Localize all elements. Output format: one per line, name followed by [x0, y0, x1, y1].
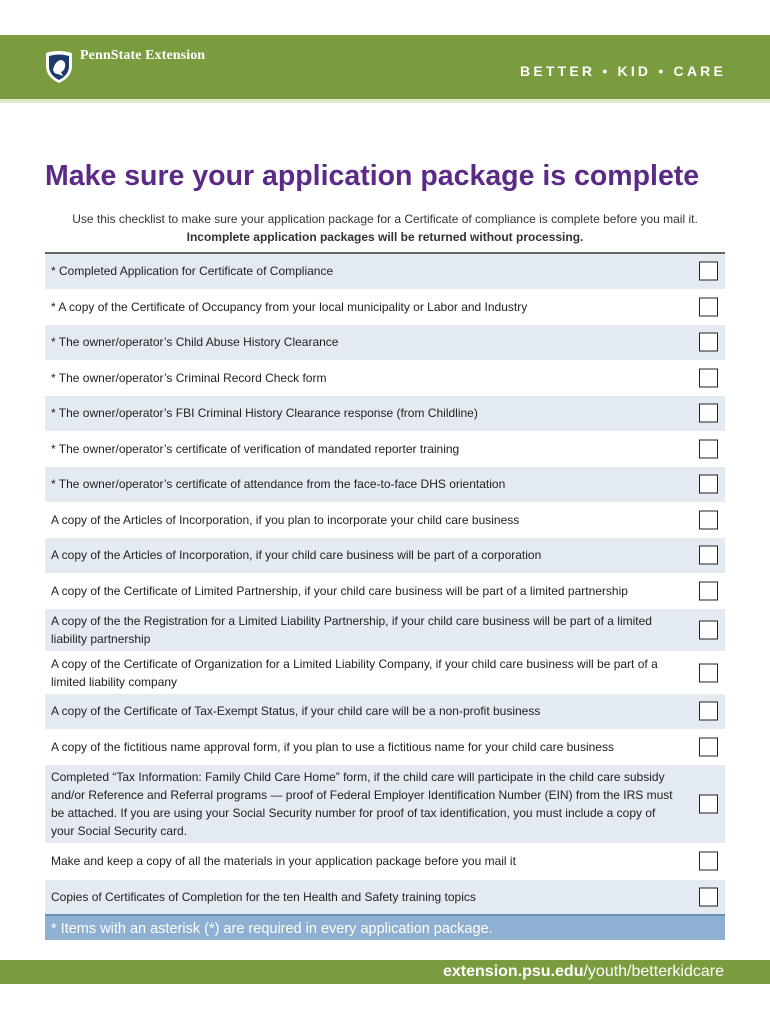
checklist-item-label: * Completed Application for Certificate of Compliance [51, 264, 334, 279]
checklist-item-label: A copy of the fictitious name approval form, if you plan to use a fictitious name for your child care business [51, 739, 614, 754]
logo-text: PennState Extension [80, 48, 206, 63]
nittany-lion-shield-icon [44, 50, 74, 84]
checklist-item-label: * The owner/operator’s Child Abuse History Clearance [51, 335, 339, 350]
checklist-item-label: Copies of Certificates of Completion for the ten Health and Safety training topics [51, 889, 476, 904]
checkbox[interactable] [699, 439, 718, 458]
checklist-item-label: Completed “Tax Information: Family Child Care Home” form, if the child care will participate in the child care subsidy and/or Reference and Referral programs — proof of Federal Employer Identification Number (EIN) from the IRS must be attached. If you are using your Social Security number for proof of tax identification, you must include a copy of your Social Security card. [51, 770, 673, 838]
checklist-row [45, 730, 725, 765]
checkbox[interactable] [699, 475, 718, 494]
checklist-item-label: * The owner/operator’s certificate of attendance from the face-to-face DHS orientation [51, 477, 506, 492]
checkbox[interactable] [699, 663, 718, 682]
checklist-item-label: A copy of the Certificate of Limited Partnership, if your child care business will be part of a limited partnership [51, 583, 628, 598]
footer-url-path: /youth/betterkidcare [583, 963, 724, 980]
required-items-note: * Items with an asterisk (*) are required in every application package. [45, 914, 725, 940]
checklist-item-label: A copy of the Articles of Incorporation, if you plan to incorporate your child care business [51, 512, 520, 527]
intro-warning: Incomplete application packages will be returned without processing. [186, 230, 584, 244]
checkbox[interactable] [699, 368, 718, 387]
checklist-item-label: A copy of the the Registration for a Limited Liability Partnership, if your child care business will be part of a limited liability partnership [51, 614, 652, 646]
checklist-row [45, 254, 725, 289]
checklist-row [45, 467, 725, 502]
checklist-row [45, 652, 725, 693]
checklist-row [45, 574, 725, 609]
checklist-row [45, 844, 725, 879]
checklist-row [45, 361, 725, 396]
checklist-row [45, 325, 725, 360]
checklist-item-label: Make and keep a copy of all the materials in your application package before you mail it [51, 854, 516, 869]
checkbox[interactable] [699, 510, 718, 529]
checkbox[interactable] [699, 737, 718, 756]
checkbox[interactable] [699, 702, 718, 721]
checklist-row [45, 609, 725, 651]
checklist-row [45, 432, 725, 467]
intro-text [45, 210, 725, 246]
checklist-row [45, 694, 725, 729]
checkbox[interactable] [699, 852, 718, 871]
checklist-item-label: * The owner/operator’s certificate of verification of mandated reporter training [51, 441, 460, 456]
checkbox[interactable] [699, 297, 718, 316]
checkbox[interactable] [699, 404, 718, 423]
checkbox[interactable] [699, 795, 718, 814]
checklist-item-label: * The owner/operator’s Criminal Record Check form [51, 370, 327, 385]
checklist-item-label: A copy of the Certificate of Organization for a Limited Liability Company, if your child care business will be part of a limited liability company [51, 656, 658, 689]
checklist-row [45, 538, 725, 573]
checklist-item-label: A copy of the Articles of Incorporation, if your child care business will be part of a corporation [51, 548, 542, 563]
checklist-item-label: * A copy of the Certificate of Occupancy from your local municipality or Labor and Industry [51, 299, 528, 314]
checkbox[interactable] [699, 887, 718, 906]
checklist-item-label: A copy of the Certificate of Tax-Exempt Status, if your child care will be a non-profit business [51, 704, 541, 719]
checklist-row [45, 396, 725, 431]
checklist-row [45, 765, 725, 843]
checkbox[interactable] [699, 546, 718, 565]
checkbox[interactable] [699, 333, 718, 352]
checkbox[interactable] [699, 581, 718, 600]
checklist-item-label: * The owner/operator’s FBI Criminal History Clearance response (from Childline) [51, 406, 478, 421]
intro-line: Use this checklist to make sure your application package for a Certificate of compliance is complete before you mail it. [72, 212, 698, 226]
header-stripe [0, 99, 770, 103]
checkbox[interactable] [699, 262, 718, 281]
pennstate-logo[interactable] [44, 50, 205, 84]
checkbox[interactable] [699, 621, 718, 640]
checklist [45, 254, 725, 915]
checklist-row [45, 290, 725, 325]
footer-url-link[interactable] [443, 962, 724, 982]
checklist-row [45, 503, 725, 538]
checklist-row [45, 880, 725, 915]
footer-url-domain: extension.psu.edu [443, 963, 584, 980]
page-title: Make sure your application package is complete [45, 160, 700, 192]
tagline: BETTER • KID • CARE [520, 63, 726, 79]
